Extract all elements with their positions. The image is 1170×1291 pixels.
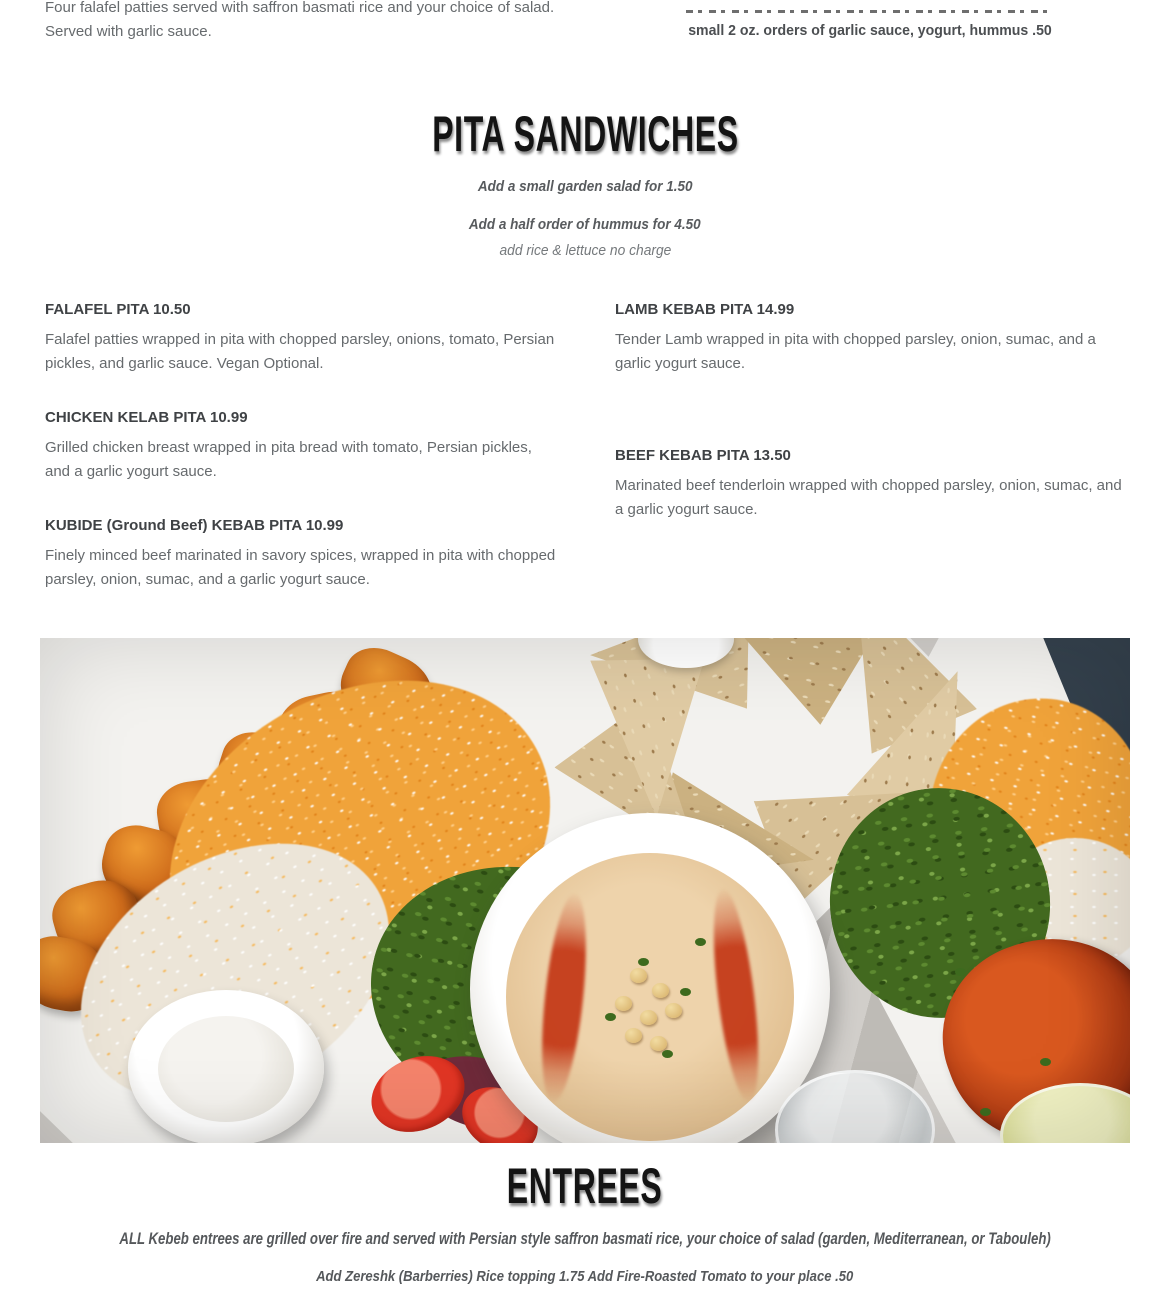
- menu-item-description: Marinated beef tenderloin wrapped with chopped parsley, onion, sumac, and a garlic yogurt sauce.: [615, 477, 1122, 518]
- entrees-note-served-with-text: ALL Kebeb entrees are grilled over fire and served with Persian style saffron basmati rice, your choice of salad (garden, Mediterranean, or Tabouleh): [119, 1230, 1051, 1248]
- note-half-hummus: [0, 214, 1170, 236]
- entrees-note-add-ons-text: Add Zereshk (Barberries) Rice topping 1.75 Add Fire-Roasted Tomato to your place .50: [316, 1268, 854, 1285]
- entrees-note-add-ons: [0, 1266, 1170, 1288]
- chickpea: [615, 996, 632, 1011]
- small-orders-note: small 2 oz. orders of garlic sauce, yogurt, hummus .50: [688, 22, 1052, 39]
- food-photo: [40, 638, 1130, 1143]
- falafel-plate-description: Four falafel patties served with saffron basmati rice and your choice of salad. Served with garlic sauce.: [45, 0, 555, 40]
- entrees-note-served-with: [0, 1228, 1170, 1251]
- chickpea: [665, 1003, 682, 1018]
- menu-item-name: KUBIDE (Ground Beef) KEBAB PITA 10.99: [45, 517, 344, 534]
- parsley-fleck: [955, 968, 966, 976]
- parsley-fleck: [980, 1108, 991, 1116]
- chickpea: [640, 1010, 657, 1025]
- sides-note-block: [613, 0, 1127, 42]
- menu-item-falafel-pita: [45, 300, 557, 375]
- chickpea: [650, 1036, 667, 1051]
- menu-item-name: BEEF KEBAB PITA 13.50: [615, 447, 791, 464]
- parsley-fleck: [1040, 1058, 1051, 1066]
- note-rice-lettuce-text: add rice & lettuce no charge: [499, 242, 671, 259]
- parsley-fleck: [695, 938, 706, 946]
- menu-item-description: Falafel patties wrapped in pita with chopped parsley, onions, tomato, Persian pickles, and garlic sauce. Vegan Optional.: [45, 331, 555, 372]
- chickpea: [630, 968, 647, 983]
- menu-item-name: LAMB KEBAB PITA 14.99: [615, 301, 795, 318]
- menu-item-description: Finely minced beef marinated in savory spices, wrapped in pita with chopped parsley, onion, sumac, and a garlic yogurt sauce.: [45, 547, 556, 588]
- note-half-hummus-text: Add a half order of hummus for 4.50: [469, 216, 701, 233]
- note-garden-salad: [0, 176, 1170, 198]
- menu-item-lamb-kebab-pita: [615, 300, 1127, 375]
- chickpea: [625, 1028, 642, 1043]
- parsley-fleck: [662, 1050, 673, 1058]
- parsley-fleck: [638, 958, 649, 966]
- menu-column-left: [45, 300, 557, 624]
- chickpea: [652, 983, 669, 998]
- menu-column-right: [615, 300, 1127, 554]
- entrees-heading: [0, 1156, 1170, 1226]
- entrees-title-text: ENTREES: [507, 1158, 663, 1214]
- pita-sandwiches-heading: [0, 104, 1170, 174]
- menu-item-chicken-kelab-pita: [45, 408, 557, 483]
- menu-item-description: Grilled chicken breast wrapped in pita bread with tomato, Persian pickles, and a garlic yogurt sauce.: [45, 439, 532, 480]
- menu-item-kubide-kebab-pita: [45, 516, 557, 591]
- yogurt-sauce: [158, 1016, 294, 1122]
- parsley-fleck: [605, 1013, 616, 1021]
- note-rice-lettuce: [0, 240, 1170, 262]
- menu-item-beef-kebab-pita: [615, 446, 1127, 521]
- note-garden-salad-text: Add a small garden salad for 1.50: [477, 178, 693, 195]
- menu-item-description: Tender Lamb wrapped in pita with chopped parsley, onion, sumac, and a garlic yogurt sauce.: [615, 331, 1096, 372]
- menu-item-name: CHICKEN KELAB PITA 10.99: [45, 409, 248, 426]
- menu-item-name: FALAFEL PITA 10.50: [45, 301, 191, 318]
- clipped-text-line: [686, 10, 1054, 13]
- pita-sandwiches-title-text: PITA SANDWICHES: [431, 106, 739, 162]
- parsley-fleck: [680, 988, 691, 996]
